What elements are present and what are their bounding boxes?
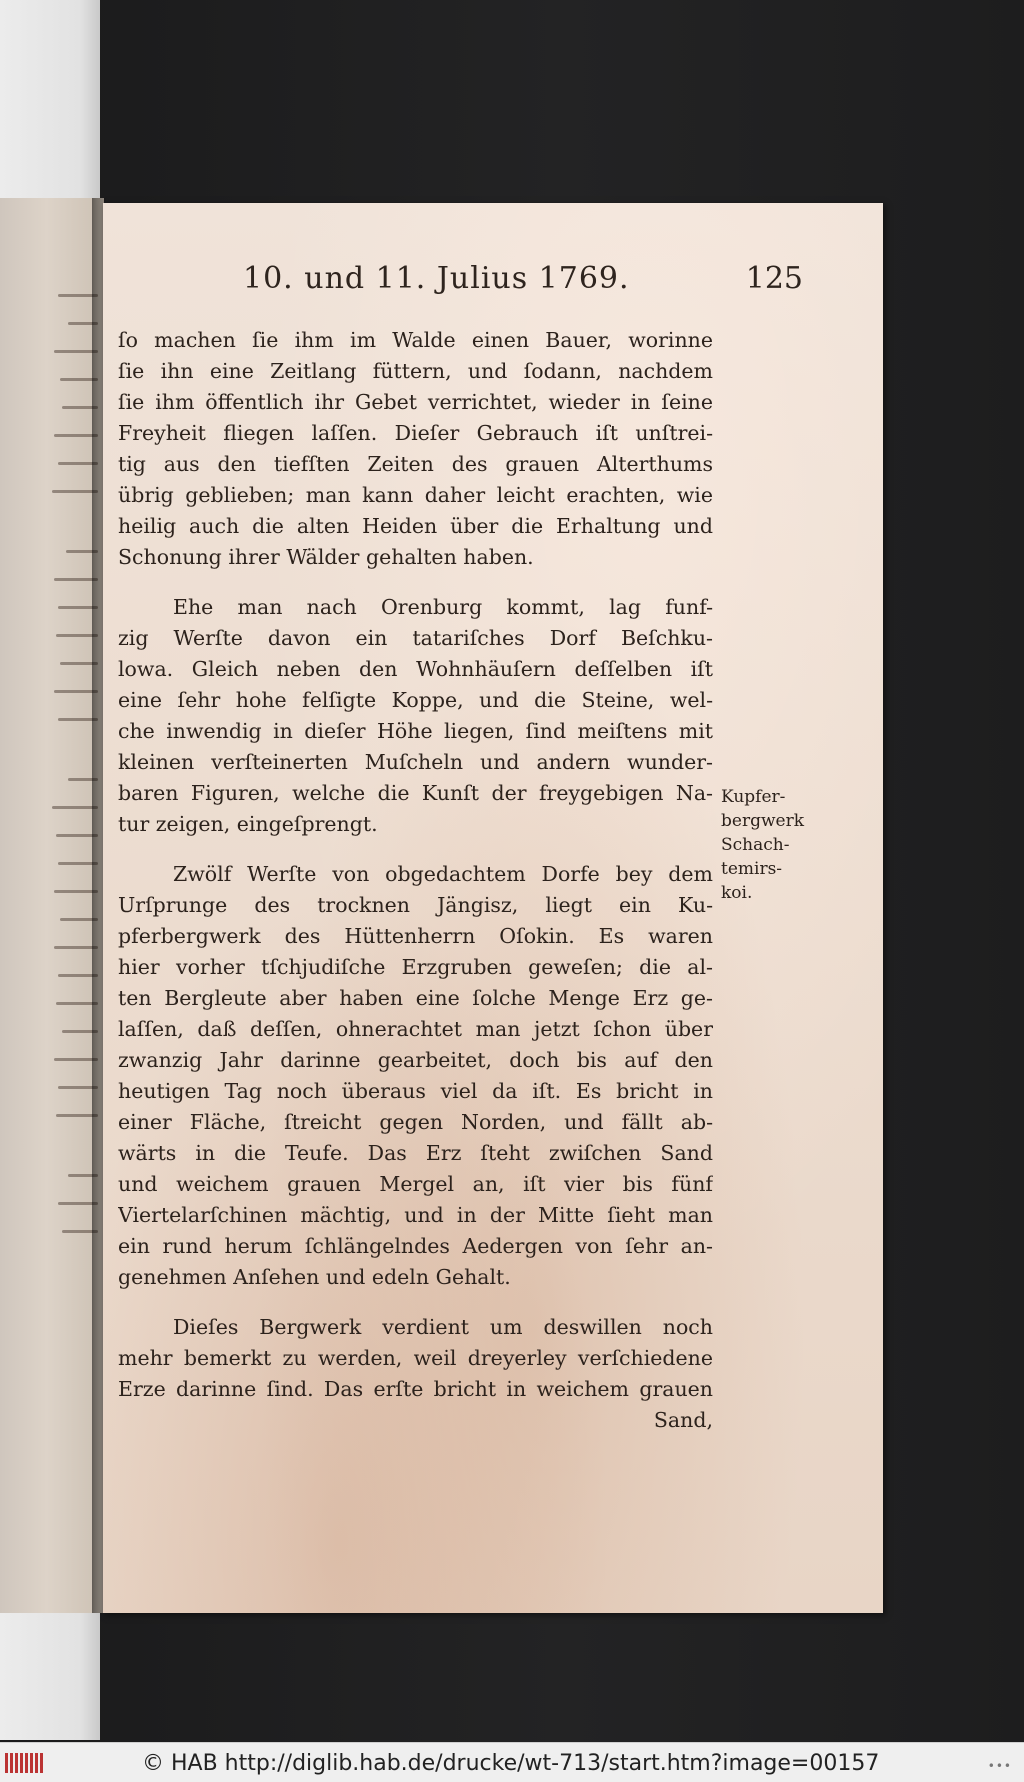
text-line: Freyheit fliegen laſſen. Dieſer Gebrauch iſt unſtrei- bbox=[118, 421, 713, 445]
margin-note-line: Kupfer- bbox=[721, 787, 786, 807]
text-line: Schonung ihrer Wälder gehalten haben. bbox=[118, 545, 534, 569]
text-line: Ehe man nach Orenburg kommt, lag funf- bbox=[173, 595, 713, 619]
footer-bar bbox=[0, 1742, 1024, 1782]
footer-copyright-link[interactable]: © HAB http://diglib.hab.de/drucke/wt-713/start.htm?image=00157 bbox=[142, 1751, 880, 1776]
text-line: laſſen, daß deſſen, ohnerachtet man jetzt ſchon über bbox=[118, 1017, 713, 1041]
text-line: genehmen Anſehen und edeln Gehalt. bbox=[118, 1265, 511, 1289]
text-line: Erze darinne ſind. Das erſte bricht in weichem grauen bbox=[118, 1377, 713, 1401]
text-line: tig aus den tiefſten Zeiten des grauen Alterthums bbox=[118, 452, 713, 476]
text-line: lowa. Gleich neben den Wohnhäuſern deſſelben iſt bbox=[118, 657, 713, 681]
margin-note bbox=[721, 785, 804, 905]
text-line: Zwölf Werſte von obgedachtem Dorfe bey dem bbox=[173, 862, 713, 886]
margin-note-line: temirs- bbox=[721, 859, 783, 879]
paragraph-3 bbox=[118, 859, 713, 1293]
page-header bbox=[243, 261, 803, 301]
paragraph-4 bbox=[118, 1312, 713, 1436]
facing-page-edge bbox=[0, 198, 104, 1613]
text-line: ſie ihn eine Zeitlang füttern, und ſodann, nachdem bbox=[118, 359, 713, 383]
text-line: wärts in die Teufe. Das Erz ſteht zwiſchen Sand bbox=[118, 1141, 713, 1165]
running-head: 10. und 11. Julius 1769. bbox=[243, 261, 630, 296]
more-dots-icon[interactable]: ••• bbox=[987, 1759, 1012, 1773]
body-text bbox=[118, 325, 713, 1455]
text-line: eine ſehr hohe felſigte Koppe, und die Steine, wel- bbox=[118, 688, 713, 712]
text-line: kleinen verſteinerten Muſcheln und andern wunder- bbox=[118, 750, 713, 774]
text-line: heilig auch die alten Heiden über die Erhaltung und bbox=[118, 514, 713, 538]
text-line: baren Figuren, welche die Kunſt der freygebigen Na- bbox=[118, 781, 713, 805]
margin-note-line: koi. bbox=[721, 883, 753, 903]
text-line: zwanzig Jahr darinne gearbeitet, doch bis auf den bbox=[118, 1048, 713, 1072]
text-line: zig Werſte davon ein tatariſches Dorf Beſchku- bbox=[118, 626, 713, 650]
text-line: Urſprunge des trocknen Jängisz, liegt ein Ku- bbox=[118, 893, 713, 917]
text-line: tur zeigen, eingeſprengt. bbox=[118, 812, 378, 836]
text-line: ten Bergleute aber haben eine ſolche Menge Erz ge- bbox=[118, 986, 713, 1010]
margin-note-line: Schach- bbox=[721, 835, 790, 855]
paragraph-1 bbox=[118, 325, 713, 573]
page-number: 125 bbox=[745, 261, 803, 296]
catchword: Sand, bbox=[653, 1408, 713, 1432]
text-line: ſo machen ſie ihm im Walde einen Bauer, worinne bbox=[118, 328, 713, 352]
text-line: Dieſes Bergwerk verdient um deswillen noch bbox=[173, 1315, 713, 1339]
text-line: pferbergwerk des Hüttenherrn Oſokin. Es waren bbox=[118, 924, 713, 948]
text-line: heutigen Tag noch überaus viel da iſt. Es bricht in bbox=[118, 1079, 713, 1103]
text-line: und weichem grauen Mergel an, iſt vier bis fünf bbox=[118, 1172, 713, 1196]
text-line: che inwendig in dieſer Höhe liegen, ſind meiſtens mit bbox=[118, 719, 713, 743]
text-line: ſie ihm öffentlich ihr Gebet verrichtet, wieder in ſeine bbox=[118, 390, 713, 414]
text-line: Viertelarſchinen mächtig, und in der Mitte ſieht man bbox=[118, 1203, 713, 1227]
hab-logo-icon bbox=[4, 1751, 48, 1775]
text-line: ein rund herum ſchlängelndes Aedergen von ſehr an- bbox=[118, 1234, 713, 1258]
margin-note-line: bergwerk bbox=[721, 811, 804, 831]
text-line: einer Fläche, ſtreicht gegen Norden, und fällt ab- bbox=[118, 1110, 713, 1134]
paragraph-2 bbox=[118, 592, 713, 840]
book-page bbox=[103, 203, 883, 1613]
text-line: mehr bemerkt zu werden, weil dreyerley verſchiedene bbox=[118, 1346, 713, 1370]
text-line: übrig geblieben; man kann daher leicht erachten, wie bbox=[118, 483, 713, 507]
text-line: hier vorher tſchjudiſche Erzgruben geweſen; die al- bbox=[118, 955, 713, 979]
